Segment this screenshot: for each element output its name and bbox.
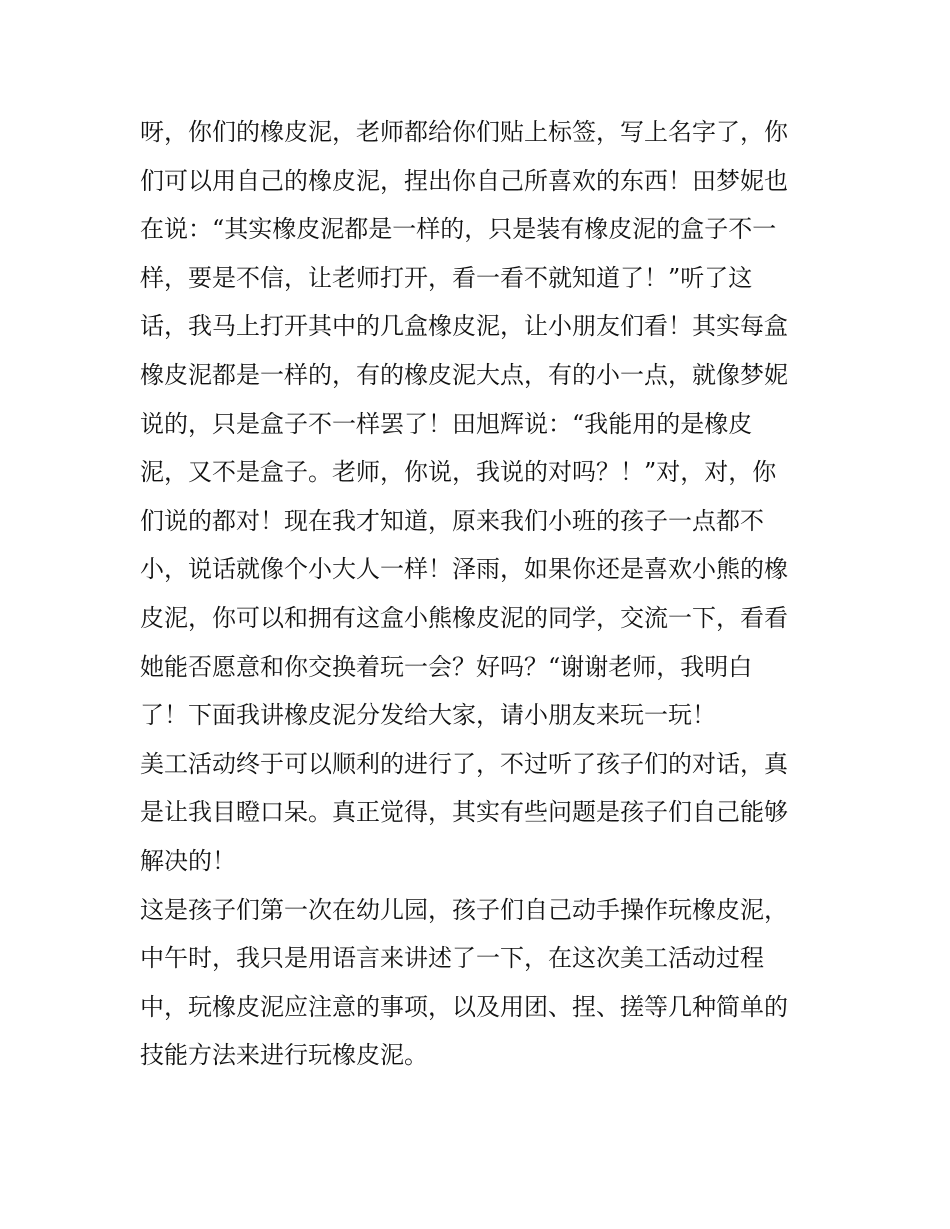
body-text: [140, 108, 820, 1080]
text-line: 这是孩子们第一次在幼儿园，孩子们自己动手操作玩橡皮泥，: [140, 895, 788, 924]
text-line: 泥，又不是盒子。老师，你说，我说的对吗？！”对，对，你: [140, 458, 777, 487]
text-line: 美工活动终于可以顺利的进行了，不过听了孩子们的对话，真: [140, 749, 788, 778]
text-line: 样，要是不信，让老师打开，看一看不就知道了！”听了这: [140, 263, 753, 292]
text-line: 中午时，我只是用语言来讲述了一下，在这次美工活动过程: [140, 944, 764, 973]
text-line: 们说的都对！现在我才知道，原来我们小班的孩子一点都不: [140, 506, 764, 535]
text-line: 橡皮泥都是一样的，有的橡皮泥大点，有的小一点，就像梦妮: [140, 360, 788, 389]
text-line: 技能方法来进行玩橡皮泥。: [140, 1041, 428, 1070]
text-line: 了！下面我讲橡皮泥分发给大家，请小朋友来玩一玩！: [140, 701, 716, 730]
text-line: 皮泥，你可以和拥有这盒小熊橡皮泥的同学，交流一下，看看: [140, 603, 788, 632]
text-line: 们可以用自己的橡皮泥，捏出你自己所喜欢的东西！田梦妮也: [140, 166, 788, 195]
text-line: 在说：“其实橡皮泥都是一样的，只是装有橡皮泥的盒子不一: [140, 215, 777, 244]
text-line: 解决的！: [140, 846, 236, 875]
text-line: 话，我马上打开其中的几盒橡皮泥，让小朋友们看！其实每盒: [140, 312, 788, 341]
text-line: 中，玩橡皮泥应注意的事项，以及用团、捏、搓等几种简单的: [140, 992, 788, 1021]
text-line: 是让我目瞪口呆。真正觉得，其实有些问题是孩子们自己能够: [140, 798, 788, 827]
text-line: 她能否愿意和你交换着玩一会？好吗？“谢谢老师，我明白: [140, 652, 753, 681]
text-line: 说的，只是盒子不一样罢了！田旭辉说：“我能用的是橡皮: [140, 409, 753, 438]
text-line: 呀，你们的橡皮泥，老师都给你们贴上标签，写上名字了，你: [140, 118, 788, 146]
text-line: 小，说话就像个小大人一样！泽雨，如果你还是喜欢小熊的橡: [140, 555, 788, 584]
